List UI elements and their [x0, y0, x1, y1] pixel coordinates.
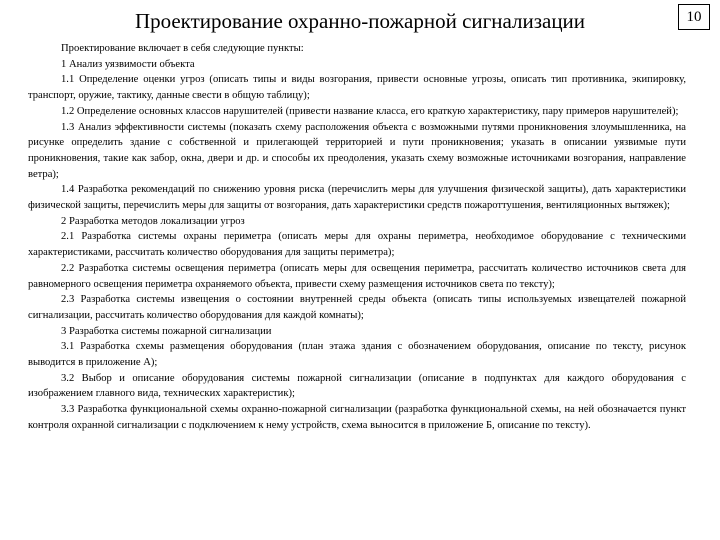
paragraph-1-4: 1.4 Разработка рекомендаций по снижению уровня риска (перечислить меры для улучшения физической защиты), дать характеристики физической защиты, перечислить меры для защиты от возгорания, дать характеристики средств пожароттушения, вентиляционных вытяжек); [28, 184, 686, 212]
paragraph-1-2: 1.2 Определение основных классов нарушителей (привести название класса, его краткую характеристику, пару примеров нарушителей); [61, 105, 679, 117]
paragraph-3-2: 3.2 Выбор и описание оборудования системы пожарной сигнализации (описание в подпунктах для каждого оборудования с изображением главного вида, технических характеристик); [28, 372, 686, 400]
paragraph-2-3: 2.3 Разработка системы извещения о состоянии внутренней среды объекта (описать типы используемых извещателей пожарной сигнализации, рассчитать количество оборудования для каждой комнаты); [28, 294, 686, 321]
slide-title: Проектирование охранно-пожарной сигнализации [134, 9, 586, 33]
paragraph-section-2: 2 Разработка методов локализации угроз [61, 215, 245, 227]
paragraph-2-1: 2.1 Разработка системы охраны периметра (описать меры для охраны периметра, необходимое оборудование с техническими характеристиками, рассчитать количество оборудования для защиты периметра); [28, 231, 686, 259]
document-body [28, 41, 686, 434]
page-number-box: 10 [678, 4, 710, 30]
paragraph-1-3: 1.3 Анализ эффективности системы (показать схему расположения объекта с возможными путями проникновения злоумышленника, на рисунке определить здание с собственной и прилегающей территорией и пути проникновения; указать в описании уязвимые пути проникновения, такие как забор, окна, двери и др. и способы их преодоления, указать схему возможные источниками возгорания, направление ветра); [28, 121, 686, 180]
paragraph-section-1: 1 Анализ уязвимости объекта [61, 58, 195, 70]
paragraph-2-2: 2.2 Разработка системы освещения периметра (описать меры для освещения периметра, рассчитать количество источников света для равномерного освещения периметра охраняемого объекта, привести схему размещения источников света по тексту); [28, 262, 686, 290]
paragraph-1-1: 1.1 Определение оценки угроз (описать типы и виды возгорания, привести основные угрозы, описать тип противника, экипировку, транспорт, оружие, тактику, данные свести в общую таблицу); [28, 74, 686, 102]
paragraph-3-1: 3.1 Разработка схемы размещения оборудования (план этажа здания с обозначением оборудования, описание по тексту, рисунок выводится в приложение А); [28, 341, 686, 369]
paragraph-intro: Проектирование включает в себя следующие пункты: [61, 43, 304, 54]
paragraph-section-3: 3 Разработка системы пожарной сигнализации [61, 325, 272, 337]
paragraph-3-3: 3.3 Разработка функциональной схемы охранно-пожарной сигнализации (разработка функциональной схемы, на ней обозначается пункт контроля охранной сигнализации с подключением к нему устройств, схема выносится в приложение Б, описание по тексту). [28, 404, 686, 431]
